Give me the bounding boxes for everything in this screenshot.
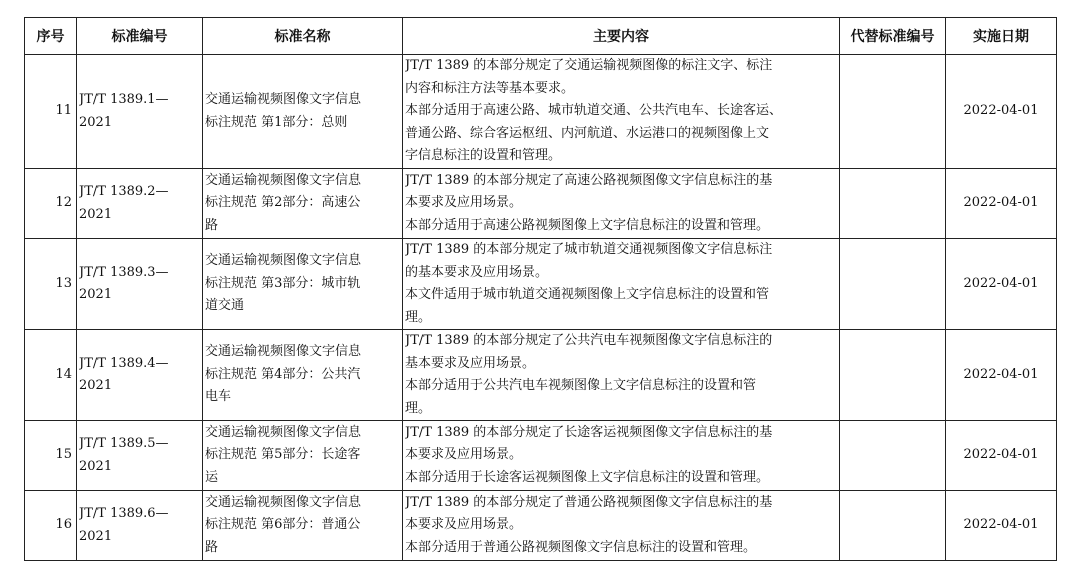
cell-code-line: 2021 <box>79 528 113 544</box>
cell-seq: 16 <box>25 491 77 561</box>
cell-code <box>77 169 203 239</box>
cell-seq: 11 <box>25 55 77 169</box>
cell-content-line: 本要求及应用场景。 <box>405 517 523 533</box>
cell-content-line: 本部分适用于普通公路视频图像文字信息标注的设置和管理。 <box>405 539 757 555</box>
cell-code <box>77 239 203 330</box>
cell-code <box>77 330 203 421</box>
cell-content-line: 普通公路、综合客运枢纽、内河航道、水运港口的视频图像上文 <box>405 125 770 141</box>
cell-content-line: 本要求及应用场景。 <box>405 195 523 211</box>
cell-date: 2022-04-01 <box>946 421 1057 491</box>
cell-content-line: JT/T 1389 的本部分规定了城市轨道交通视频图像文字信息标注 <box>405 242 773 257</box>
cell-content <box>403 491 840 561</box>
cell-name-line: 标注规范 第3部分：城市轨 <box>205 275 361 291</box>
table-row <box>25 169 1057 239</box>
cell-code <box>77 491 203 561</box>
cell-content-line: 本部分适用于高速公路、城市轨道交通、公共汽电车、长途客运、 <box>405 103 783 119</box>
cell-content-line: 本部分适用于高速公路视频图像上文字信息标注的设置和管理。 <box>405 217 770 233</box>
cell-content-line: JT/T 1389 的本部分规定了交通运输视频图像的标注文字、标注 <box>405 58 773 74</box>
cell-code-line: JT/T 1389.6— <box>79 506 169 521</box>
cell-seq: 12 <box>25 169 77 239</box>
cell-content-line: 本部分适用于公共汽电车视频图像上文字信息标注的设置和管 <box>405 378 757 393</box>
cell-replace <box>840 169 946 239</box>
cell-code-line: JT/T 1389.3— <box>79 264 169 280</box>
cell-name <box>203 330 403 421</box>
table-row <box>25 491 1057 561</box>
cell-content <box>403 55 840 169</box>
cell-date: 2022-04-01 <box>946 239 1057 330</box>
cell-seq: 15 <box>25 421 77 491</box>
cell-replace <box>840 55 946 169</box>
cell-name-line: 道交通 <box>205 298 245 314</box>
cell-date: 2022-04-01 <box>946 55 1057 169</box>
cell-name <box>203 55 403 169</box>
cell-content-line: JT/T 1389 的本部分规定了普通公路视频图像文字信息标注的基 <box>405 494 773 510</box>
header-content: 主要内容 <box>403 18 840 55</box>
cell-name-line: 交通运输视频图像文字信息 <box>205 494 362 510</box>
cell-replace <box>840 239 946 330</box>
cell-content-line: 理。 <box>405 309 432 325</box>
cell-code-line: 2021 <box>79 206 113 222</box>
cell-name-line: 标注规范 第1部分：总则 <box>205 114 348 130</box>
cell-date: 2022-04-01 <box>946 491 1057 561</box>
cell-code-line: JT/T 1389.2— <box>79 184 169 199</box>
cell-code <box>77 421 203 491</box>
cell-content-line: 的基本要求及应用场景。 <box>405 264 549 280</box>
header-code: 标准编号 <box>77 18 203 55</box>
table-row <box>25 330 1057 421</box>
cell-name <box>203 491 403 561</box>
cell-name <box>203 239 403 330</box>
cell-replace <box>840 330 946 421</box>
cell-name-line: 路 <box>205 217 219 233</box>
cell-name-line: 标注规范 第2部分：高速公 <box>205 195 361 211</box>
cell-name-line: 交通运输视频图像文字信息 <box>205 424 362 440</box>
cell-name <box>203 421 403 491</box>
cell-content-line: 字信息标注的设置和管理。 <box>405 148 562 164</box>
header-name: 标准名称 <box>203 18 403 55</box>
cell-code-line: 2021 <box>79 458 113 474</box>
cell-name-line: 标注规范 第5部分：长途客 <box>205 447 361 463</box>
cell-code-line: JT/T 1389.4— <box>79 355 169 371</box>
cell-content-line: 基本要求及应用场景。 <box>405 355 536 371</box>
cell-content <box>403 330 840 421</box>
cell-code <box>77 55 203 169</box>
cell-seq: 14 <box>25 330 77 421</box>
cell-code-line: 2021 <box>79 378 113 393</box>
cell-name-line: 交通运输视频图像文字信息 <box>205 172 362 188</box>
cell-name-line: 标注规范 第6部分：普通公 <box>205 517 361 533</box>
cell-content-line: 理。 <box>405 400 432 416</box>
cell-name-line: 运 <box>205 469 219 485</box>
cell-code-line: JT/T 1389.5— <box>79 436 169 451</box>
cell-content-line: JT/T 1389 的本部分规定了公共汽电车视频图像文字信息标注的 <box>405 333 773 348</box>
cell-content-line: 本要求及应用场景。 <box>405 447 523 463</box>
table-row <box>25 239 1057 330</box>
cell-content-line: 本部分适用于长途客运视频图像上文字信息标注的设置和管理。 <box>405 469 770 485</box>
table-row <box>25 55 1057 169</box>
cell-seq: 13 <box>25 239 77 330</box>
header-row <box>25 18 1057 55</box>
cell-code-line: 2021 <box>79 114 113 130</box>
header-date: 实施日期 <box>946 18 1057 55</box>
cell-content <box>403 239 840 330</box>
cell-date: 2022-04-01 <box>946 169 1057 239</box>
cell-content-line: JT/T 1389 的本部分规定了高速公路视频图像文字信息标注的基 <box>405 172 773 188</box>
table-row <box>25 421 1057 491</box>
cell-replace <box>840 421 946 491</box>
cell-name-line: 交通运输视频图像文字信息 <box>205 253 362 269</box>
cell-name-line: 交通运输视频图像文字信息 <box>205 344 362 360</box>
cell-code-line: JT/T 1389.1— <box>79 92 169 107</box>
cell-date: 2022-04-01 <box>946 330 1057 421</box>
cell-content-line: 内容和标注方法等基本要求。 <box>405 80 575 96</box>
cell-name-line: 标注规范 第4部分：公共汽 <box>205 366 361 382</box>
cell-name-line: 交通运输视频图像文字信息 <box>205 92 362 107</box>
header-seq: 序号 <box>25 18 77 55</box>
cell-name-line: 电车 <box>205 389 232 405</box>
cell-replace <box>840 491 946 561</box>
cell-name <box>203 169 403 239</box>
cell-name-line: 路 <box>205 539 219 555</box>
cell-content <box>403 169 840 239</box>
cell-content-line: 本文件适用于城市轨道交通视频图像上文字信息标注的设置和管 <box>405 287 770 302</box>
cell-code-line: 2021 <box>79 287 113 302</box>
standards-table <box>24 17 1057 561</box>
cell-content <box>403 421 840 491</box>
header-replace: 代替标准编号 <box>840 18 946 55</box>
cell-content-line: JT/T 1389 的本部分规定了长途客运视频图像文字信息标注的基 <box>405 424 773 440</box>
